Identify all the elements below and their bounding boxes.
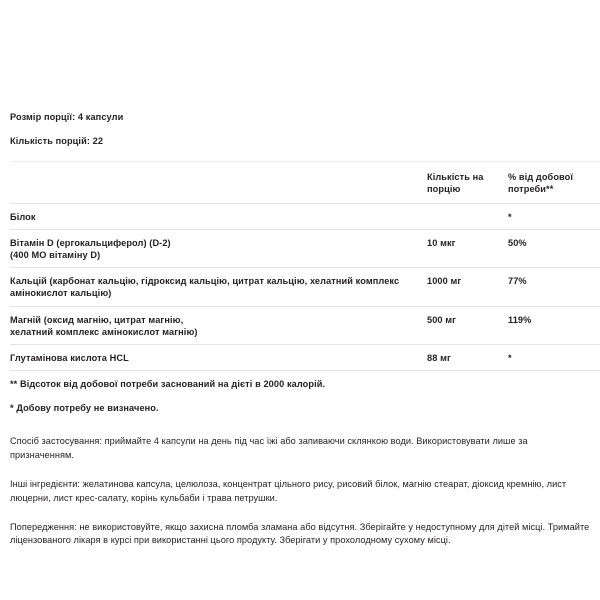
nutrient-name-line1: Магній (оксид магнію, цитрат магнію,	[10, 314, 184, 325]
table-row	[10, 203, 600, 229]
footnotes	[10, 379, 590, 415]
warning-paragraph: Попередження: не використовуйте, якщо захисна пломба зламана або відсутня. Зберігайте у недоступному для дітей місці. Тримайте ліцензованого лікаря в курсі при використанні цього продукту. Зберігати у прохолодному сухому місці.	[10, 521, 590, 546]
nutrient-name-line1: Кальцій (карбонат кальцію, гідроксид кальцію, цитрат кальцію, хелатний комплекс	[10, 276, 400, 287]
nutrient-name	[10, 203, 427, 229]
table-row	[10, 268, 600, 306]
nutrient-amount: 88 мг	[427, 352, 451, 363]
nutrient-name	[10, 229, 427, 267]
table-row	[10, 306, 600, 344]
nutrient-name-line1: Білок	[10, 211, 36, 222]
nutrient-name-line2: (400 МО вітаміну D)	[10, 250, 101, 261]
table-row	[10, 229, 600, 267]
column-header-amount-line2: порцію	[427, 183, 461, 194]
table-header-row	[10, 161, 600, 203]
nutrient-name	[10, 306, 427, 344]
nutrient-daily-value: 50%	[508, 237, 527, 248]
servings-per-container: Кількість порцій: 22	[10, 135, 104, 146]
column-header-daily-value	[508, 161, 600, 203]
column-header-nutrient	[10, 161, 427, 203]
table-row	[10, 344, 600, 370]
nutrient-amount: 500 мг	[427, 314, 457, 325]
nutrient-daily-value: 77%	[508, 276, 527, 287]
nutrient-name-line1: Глутамінова кислота HCL	[10, 352, 129, 363]
footnote-daily-value-not-established: * Добову потребу не визначено.	[10, 402, 159, 413]
nutrient-daily-value: *	[508, 211, 512, 222]
nutrient-amount	[427, 203, 508, 229]
supplement-facts-table	[10, 161, 600, 371]
nutrient-name-line2: амінокислот кальцію)	[10, 288, 112, 299]
directions-paragraph: Спосіб застосування: приймайте 4 капсули на день під час їжі або запиваючи склянкою води. Використовувати лише за призначенням.	[10, 436, 528, 460]
other-ingredients-paragraph: Інші інгредієнти: желатинова капсула, целюлоза, концентрат цільного рису, рисовий білок, магнію стеарат, діоксид кремнію, лист люцерни, лист крес-салату, корінь кульбаби і трава петрушки.	[10, 479, 567, 503]
nutrient-amount: 10 мкг	[427, 237, 456, 248]
serving-info	[10, 0, 590, 147]
nutrient-amount: 1000 мг	[427, 276, 462, 287]
nutrient-daily-value: *	[508, 352, 512, 363]
footnote-daily-value-basis: ** Відсоток від добової потреби заснований на дієті в 2000 калорій.	[10, 378, 326, 389]
serving-size: Розмір порції: 4 капсули	[10, 112, 124, 122]
nutrient-name	[10, 344, 427, 370]
nutrient-name	[10, 268, 427, 306]
nutrient-name-line2: хелатний комплекс амінокислот магнію)	[10, 326, 198, 337]
column-header-dv-line2: потреби**	[508, 183, 554, 194]
column-header-amount-per-serving	[427, 161, 508, 203]
column-header-amount-line1: Кількість на	[427, 171, 484, 182]
nutrient-name-line1: Вітамін D (ергокальциферол) (D-2)	[10, 237, 171, 248]
column-header-dv-line1: % від добової	[508, 171, 574, 182]
nutrient-daily-value: 119%	[508, 314, 532, 325]
